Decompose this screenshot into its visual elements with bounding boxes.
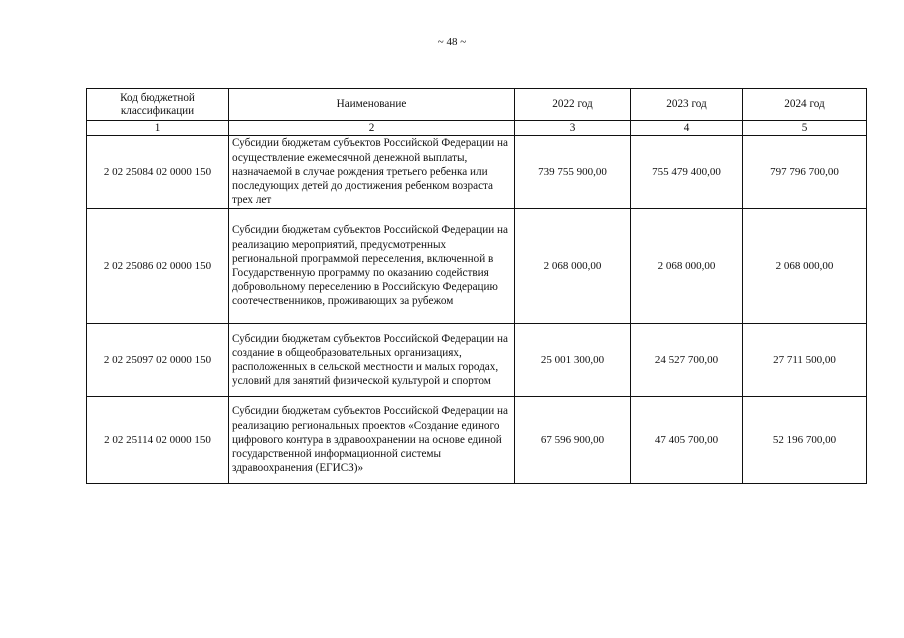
amount-2022-cell: 2 068 000,00: [515, 209, 631, 324]
table-row: [87, 209, 867, 324]
name-cell: Субсидии бюджетам субъектов Российской Федерации на реализацию региональных проектов «Создание единого цифрового контура в здравоохранении на основе единой государственной информационной системы здравоохранения (ЕГИСЗ)»: [229, 397, 515, 484]
amount-2024-cell: 52 196 700,00: [743, 397, 867, 484]
table-row: [87, 397, 867, 484]
amount-2022-cell: 739 755 900,00: [515, 136, 631, 209]
amount-2024-cell: 2 068 000,00: [743, 209, 867, 324]
amount-2023-cell: 755 479 400,00: [631, 136, 743, 209]
header-code: Код бюджетной классификации: [87, 89, 229, 121]
column-number: 4: [631, 121, 743, 136]
amount-2024-cell: 27 711 500,00: [743, 324, 867, 397]
header-2024: 2024 год: [743, 89, 867, 121]
table-row: [87, 324, 867, 397]
amount-2022-cell: 25 001 300,00: [515, 324, 631, 397]
header-row: [87, 89, 867, 121]
budget-code-cell: 2 02 25084 02 0000 150: [87, 136, 229, 209]
column-number: 1: [87, 121, 229, 136]
header-2022: 2022 год: [515, 89, 631, 121]
column-number-row: [87, 121, 867, 136]
header-2023: 2023 год: [631, 89, 743, 121]
budget-code-cell: 2 02 25097 02 0000 150: [87, 324, 229, 397]
name-cell: Субсидии бюджетам субъектов Российской Федерации на реализацию мероприятий, предусмотренных региональной программой переселения, включенной в Государственную программу по оказанию содействия добровольному переселению в Российскую Федерацию соотечественников, проживающих за рубежом: [229, 209, 515, 324]
amount-2023-cell: 2 068 000,00: [631, 209, 743, 324]
budget-code-cell: 2 02 25086 02 0000 150: [87, 209, 229, 324]
budget-code-cell: 2 02 25114 02 0000 150: [87, 397, 229, 484]
name-cell: Субсидии бюджетам субъектов Российской Федерации на осуществление ежемесячной денежной выплаты, назначаемой в случае рождения третьего ребенка или последующих детей до достижения ребенком возраста трех лет: [229, 136, 515, 209]
amount-2022-cell: 67 596 900,00: [515, 397, 631, 484]
page-number: ~ 48 ~: [437, 36, 467, 48]
budget-table: [86, 88, 867, 484]
amount-2023-cell: 24 527 700,00: [631, 324, 743, 397]
column-number: 2: [229, 121, 515, 136]
table-row: [87, 136, 867, 209]
amount-2024-cell: 797 796 700,00: [743, 136, 867, 209]
header-name: Наименование: [229, 89, 515, 121]
name-cell: Субсидии бюджетам субъектов Российской Федерации на создание в общеобразовательных организациях, расположенных в сельской местности и малых городах, условий для занятий физической культурой и спортом: [229, 324, 515, 397]
column-number: 3: [515, 121, 631, 136]
column-number: 5: [743, 121, 867, 136]
amount-2023-cell: 47 405 700,00: [631, 397, 743, 484]
